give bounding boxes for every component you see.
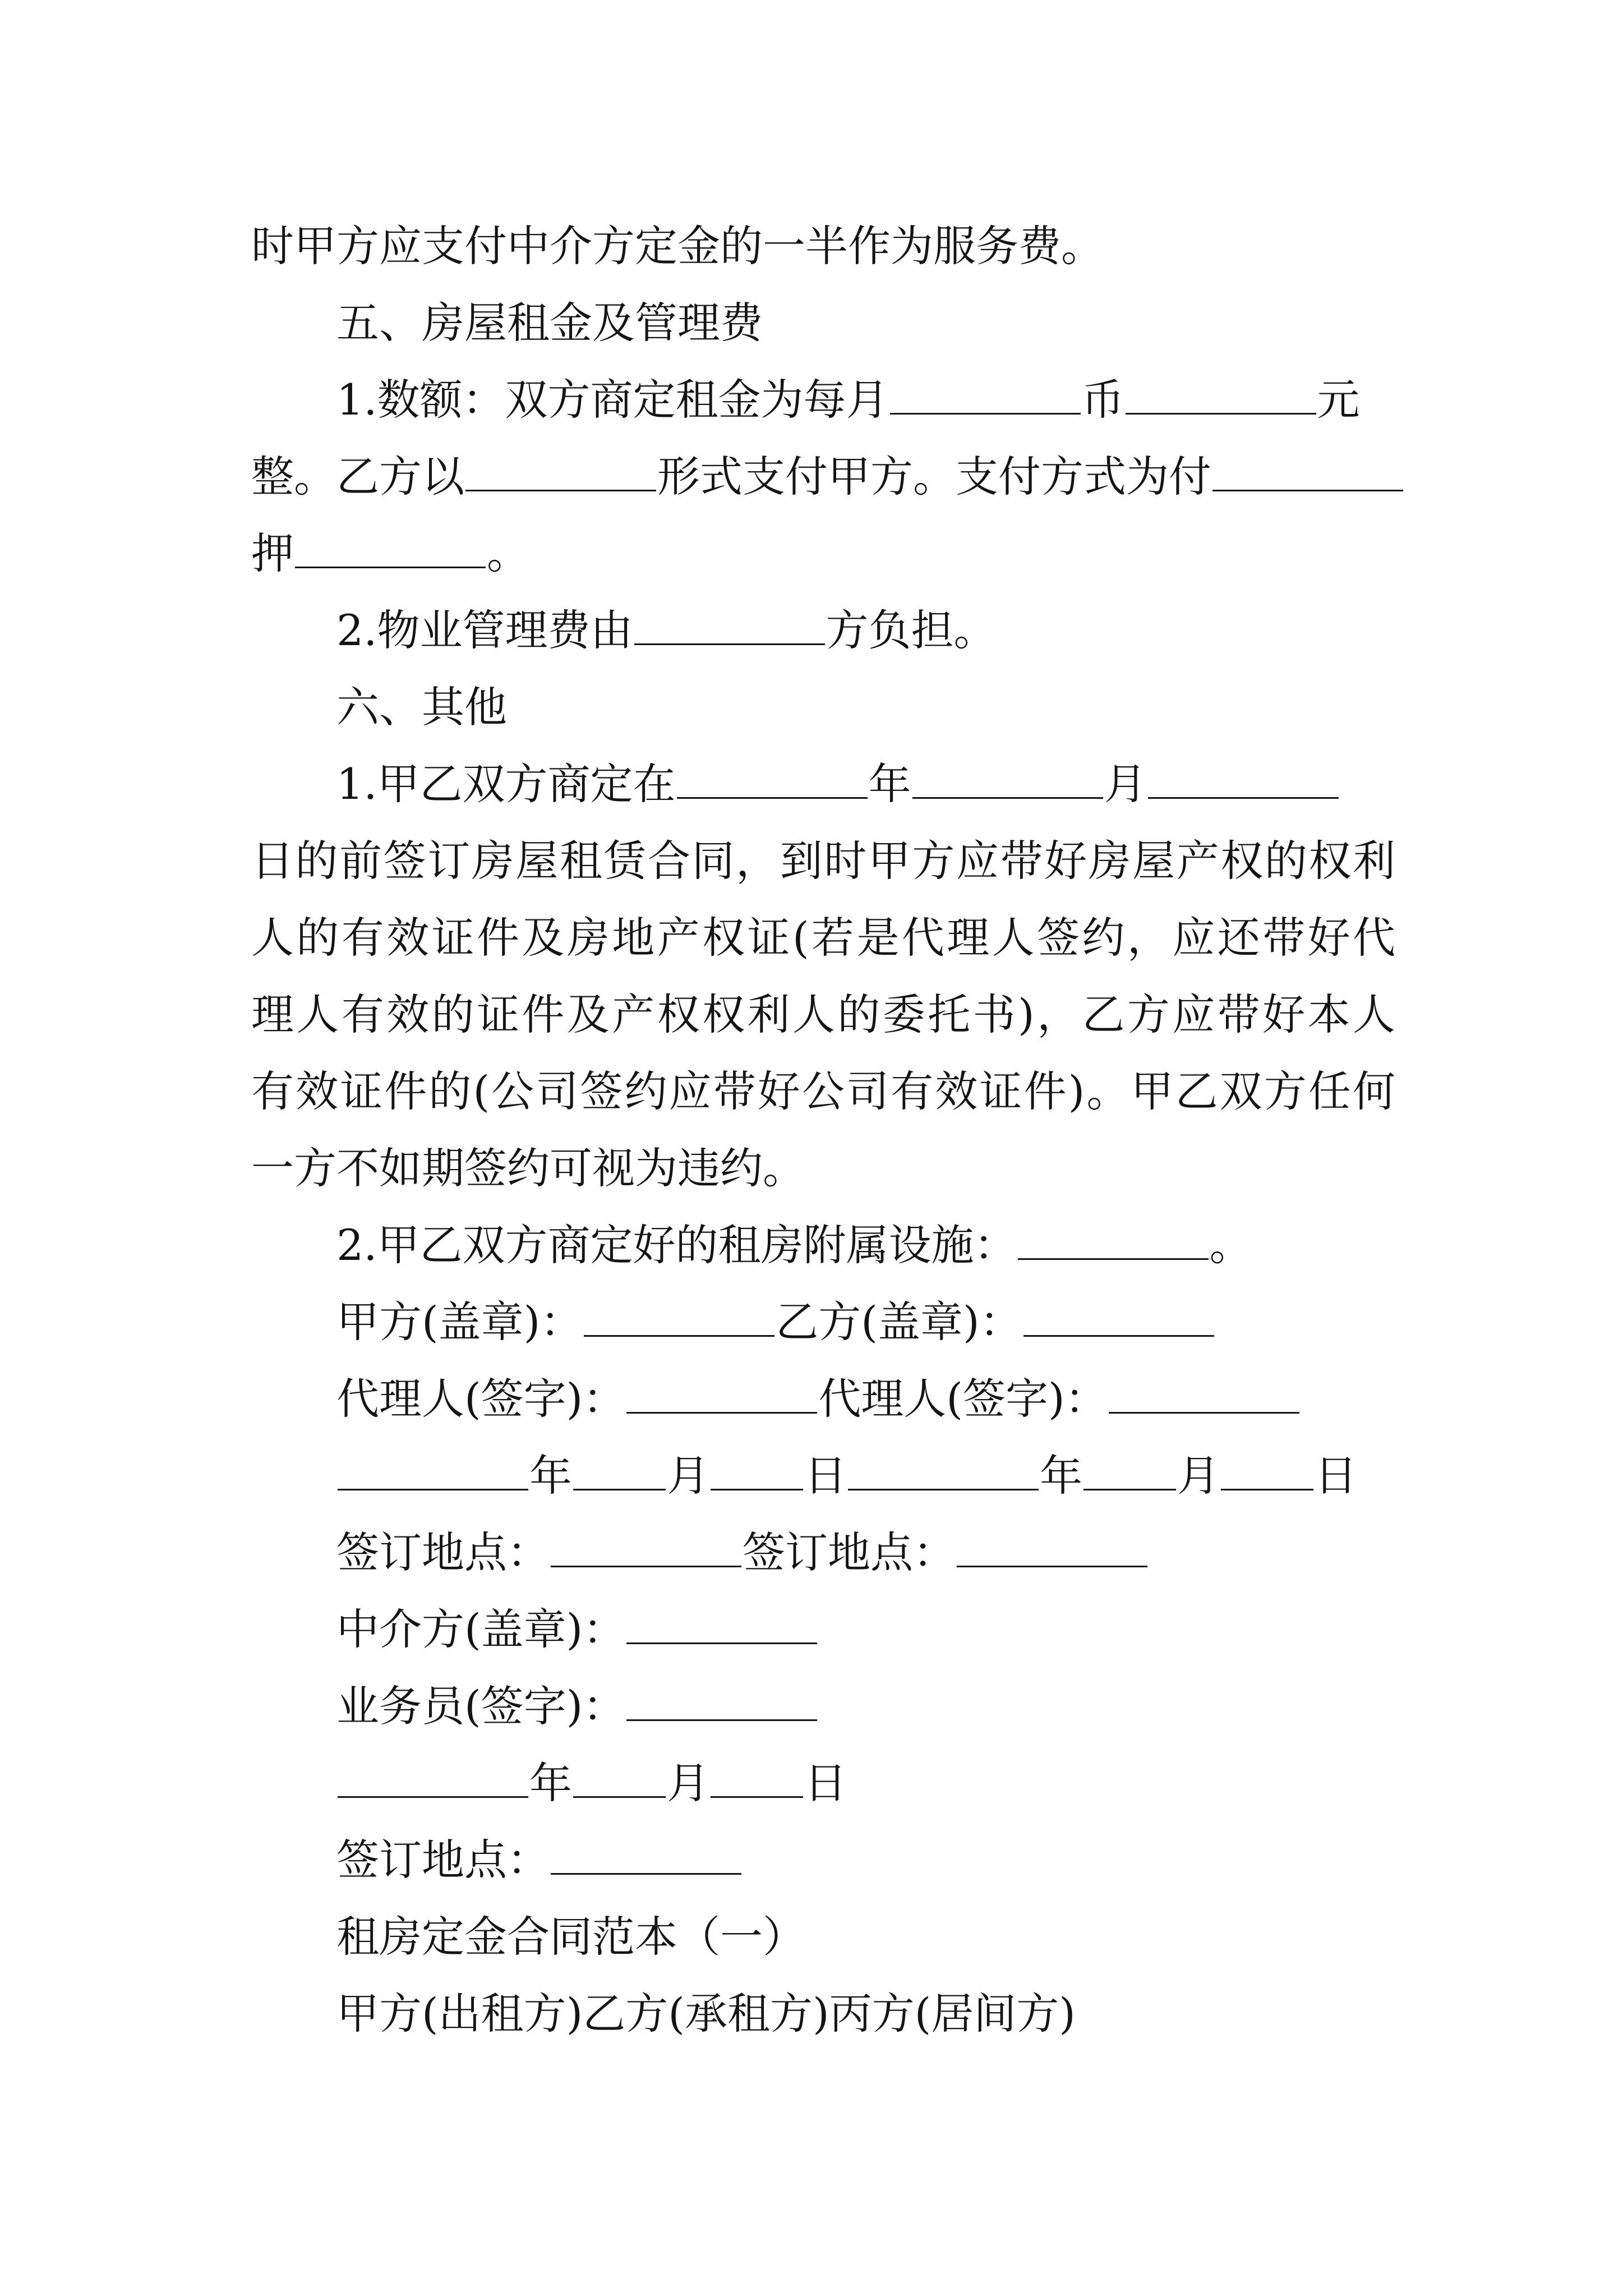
blank-field[interactable] <box>573 1757 666 1798</box>
blank-field[interactable] <box>551 1834 741 1875</box>
text-run: 代理人(签字)： <box>818 1374 1108 1424</box>
text-run: 租房定金合同范本（一） <box>336 1912 805 1962</box>
section-heading <box>251 669 1395 746</box>
blank-field[interactable] <box>912 758 1103 799</box>
text-run: 理人有效的证件及产权权利人的委托书)，乙方应带好本人 <box>251 990 1395 1039</box>
text-run: 1.数额：双方商定租金为每月 <box>336 375 889 425</box>
blank-field[interactable] <box>551 1526 741 1567</box>
text-run: 月 <box>1177 1451 1220 1501</box>
blank-field[interactable] <box>1221 1450 1313 1490</box>
text-run: 年 <box>529 1758 572 1808</box>
text-run: 月 <box>667 1451 709 1501</box>
blank-field[interactable] <box>1083 1450 1176 1490</box>
text-run: 押 <box>251 528 294 578</box>
blank-field[interactable] <box>338 1757 528 1798</box>
blank-field[interactable] <box>626 1373 817 1414</box>
text-run: 甲方(出租方)乙方(承租方)丙方(居间方) <box>336 1989 1076 2039</box>
text-run: 日 <box>804 1451 847 1501</box>
text-run: 签订地点： <box>743 1527 956 1577</box>
text-run: 代理人(签字)： <box>336 1374 626 1424</box>
text-run: 年 <box>868 759 911 809</box>
paragraph-line <box>251 438 1395 515</box>
paragraph-line <box>251 361 1395 438</box>
blank-field[interactable] <box>573 1450 666 1490</box>
place-line <box>251 1514 1395 1591</box>
blank-field[interactable] <box>295 527 486 568</box>
paragraph-line <box>251 1053 1395 1130</box>
text-run: 。 <box>1209 1220 1252 1270</box>
text-run: 五、房屋租金及管理费 <box>336 298 763 348</box>
text-run: 方负担。 <box>826 605 997 655</box>
text-run: 2.甲乙双方商定好的租房附属设施： <box>336 1220 1017 1270</box>
paragraph-line <box>251 1207 1395 1283</box>
text-run: 有效证件的(公司签约应带好公司有效证件)。甲乙双方任何 <box>251 1066 1395 1116</box>
text-run: 元 <box>1317 375 1360 425</box>
paragraph-line <box>251 976 1395 1053</box>
blank-field[interactable] <box>465 450 656 491</box>
text-run: 月 <box>667 1758 709 1808</box>
blank-field[interactable] <box>890 374 1081 415</box>
blank-field[interactable] <box>626 1680 817 1721</box>
text-run: 。 <box>487 528 529 578</box>
text-run: 六、其他 <box>336 682 507 732</box>
paragraph-line <box>251 592 1395 669</box>
blank-field[interactable] <box>1212 450 1403 491</box>
section-heading <box>251 1898 1395 1975</box>
paragraph-line <box>251 1130 1395 1207</box>
signature-line <box>251 1283 1395 1360</box>
text-run: 一方不如期签约可视为违约。 <box>251 1143 805 1193</box>
text-run: 时甲方应支付中介方定金的一半作为服务费。 <box>251 221 1104 271</box>
date-line <box>251 1745 1395 1821</box>
text-run: 日 <box>1315 1451 1357 1501</box>
blank-field[interactable] <box>626 1603 817 1644</box>
text-run: 整。乙方以 <box>251 452 464 501</box>
paragraph-line <box>251 746 1395 822</box>
paragraph-line <box>251 1975 1395 2052</box>
text-run: 2.物业管理费由 <box>336 605 633 655</box>
place-line <box>251 1821 1395 1898</box>
blank-field[interactable] <box>1018 1219 1209 1260</box>
text-run: 甲方(盖章)： <box>336 1297 583 1347</box>
blank-field[interactable] <box>338 1450 528 1490</box>
blank-field[interactable] <box>1148 758 1339 799</box>
blank-field[interactable] <box>711 1450 803 1490</box>
paragraph-line <box>251 822 1395 899</box>
text-run: 形式支付甲方。支付方式为付 <box>657 452 1211 501</box>
signature-line <box>251 1360 1395 1437</box>
blank-field[interactable] <box>848 1450 1039 1490</box>
signature-line <box>251 1591 1395 1668</box>
text-run: 人的有效证件及房地产权证(若是代理人签约，应还带好代 <box>251 913 1395 963</box>
paragraph-line <box>251 515 1395 592</box>
paragraph-line <box>251 208 1395 284</box>
blank-field[interactable] <box>1126 374 1316 415</box>
blank-field[interactable] <box>1023 1296 1214 1337</box>
date-line <box>251 1437 1395 1514</box>
text-run: 年 <box>1040 1451 1082 1501</box>
text-run: 日 <box>804 1758 847 1808</box>
text-run: 签订地点： <box>336 1835 550 1885</box>
blank-field[interactable] <box>584 1296 774 1337</box>
blank-field[interactable] <box>1109 1373 1299 1414</box>
blank-field[interactable] <box>677 758 868 799</box>
section-heading <box>251 284 1395 361</box>
blank-field[interactable] <box>957 1526 1147 1567</box>
text-run: 月 <box>1104 759 1147 809</box>
text-run: 签订地点： <box>336 1527 550 1577</box>
document-body <box>251 208 1395 2052</box>
text-run: 币 <box>1081 375 1124 425</box>
blank-field[interactable] <box>634 604 825 645</box>
text-run: 年 <box>529 1451 572 1501</box>
text-run: 业务员(签字)： <box>336 1681 626 1731</box>
text-run: 中介方(盖章)： <box>336 1604 626 1654</box>
signature-line <box>251 1668 1395 1745</box>
text-run: 1.甲乙双方商定在 <box>336 759 676 809</box>
text-run: 乙方(盖章)： <box>776 1297 1022 1347</box>
text-run: 日的前签订房屋租赁合同，到时甲方应带好房屋产权的权利 <box>251 836 1395 886</box>
paragraph-line <box>251 899 1395 976</box>
blank-field[interactable] <box>711 1757 803 1798</box>
